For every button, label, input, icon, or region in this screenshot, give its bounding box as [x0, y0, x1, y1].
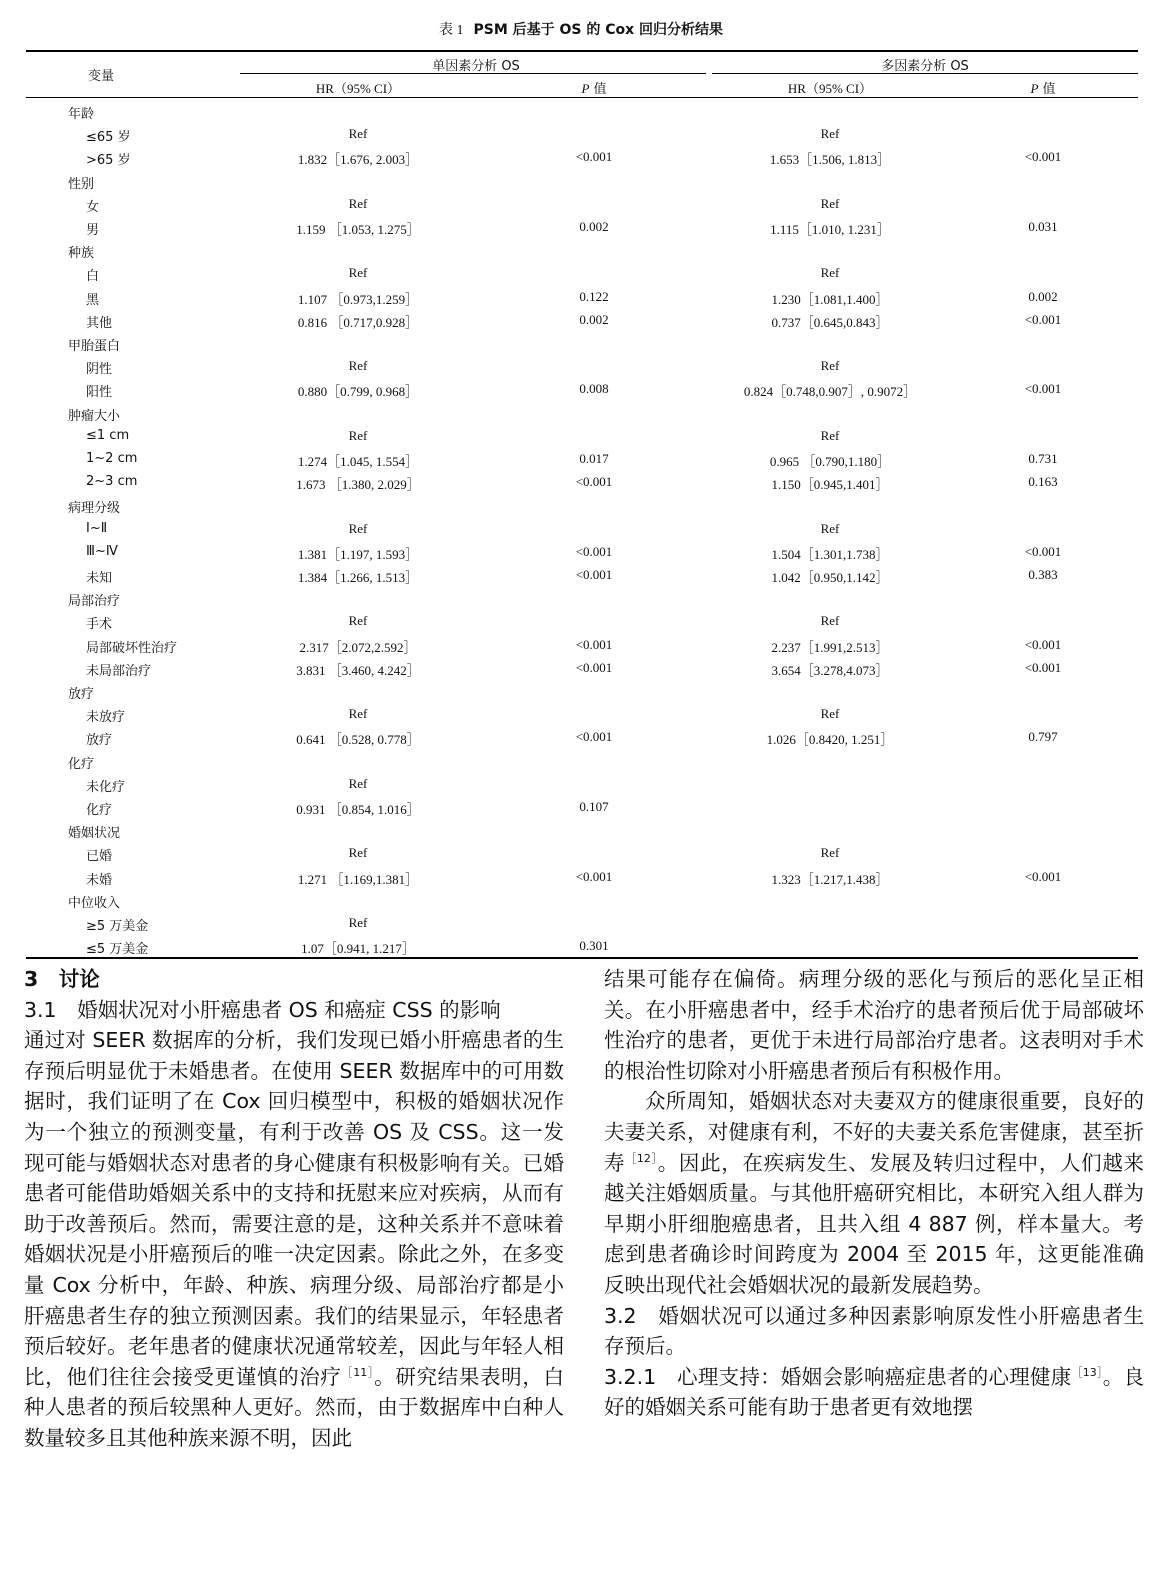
table-group-row [0, 889, 1162, 912]
row-label: 手术 [86, 617, 113, 633]
row-label: 阳性 [86, 385, 113, 401]
row-label: Ⅲ~Ⅳ [86, 543, 118, 559]
table-bottom-rule [26, 957, 1138, 959]
hr-header-multi: HR（95% CI） [787, 81, 873, 96]
p-multi-cell: 0.383 [1028, 567, 1058, 582]
table-row [0, 146, 1162, 169]
row-label: ≤1 cm [86, 427, 130, 443]
p-uni-cell: <0.001 [575, 149, 613, 165]
p-multi-cell: <0.001 [1024, 636, 1062, 652]
hr-uni-cell: 2.317［2.072,2.592］ [299, 639, 417, 655]
table-group-row [0, 819, 1162, 842]
row-label: 未知 [86, 571, 113, 586]
hr-multi-cell: 1.230［1.081,1.400］ [771, 291, 889, 307]
p-multi-cell: 0.731 [1028, 451, 1058, 466]
p-uni-cell: 0.002 [579, 219, 609, 234]
table-row [0, 123, 1162, 146]
paragraph-left: 通过对 SEER 数据库的分析，我们发现已婚小肝癌患者的生存预后明显优于未婚患者。在使用 SEER 数据库中的可用数据时，我们证明了在 Cox 回归模型中，积极的婚姻状况作为一个独立的预测变量，有利于改善 OS 及 CSS。这一发现可能与婚姻状态对患者的身心健康有积极影响有关。已婚患者可能借助婚姻关系中的支持和抚慰来应对疾病，从而有助于改善预后。然而，需要注意的是，这种关系并不意味着婚姻状况是小肝癌预后的唯一决定因素。除此之外，在多变量 Cox 分析中，年龄、种族、病理分级、局部治疗都是小肝癌患者生存的独立预测因素。我们的结果显示，年轻患者预后较好。老年患者的健康状况通常较差，因此与年轻人相比，他们往往会接受更谨慎的治疗$^{[11]}$。研究结果表明，白种人患者的预后较黑种人更好。然而，由于数据库中白种人数量较多且其他种族来源不明，因此 [24, 1028, 565, 1450]
univariate-header: 单因素分析 OS [432, 59, 520, 74]
table-group-row [0, 170, 1162, 193]
hr-uni-cell: 1.384［1.266, 1.513］ [297, 570, 419, 585]
group-label: 年龄 [68, 107, 95, 122]
table-row [0, 541, 1162, 564]
hr-uni-cell: Ref [348, 126, 368, 142]
table-row [0, 262, 1162, 285]
hr-multi-cell: Ref [820, 613, 840, 629]
row-label: 化疗 [86, 803, 113, 818]
table-row [0, 448, 1162, 471]
hr-multi-cell: 1.026［0.8420, 1.251］ [766, 732, 894, 748]
table-group-row [0, 332, 1162, 355]
left-column [24, 964, 564, 1454]
p-multi-cell: 0.797 [1028, 729, 1058, 745]
p-uni-cell: 0.017 [579, 451, 609, 466]
p-uni-cell: 0.008 [579, 381, 609, 397]
row-label: >65 岁 [86, 153, 131, 169]
header-rule [26, 97, 1138, 98]
p-multi-cell: <0.001 [1024, 311, 1062, 327]
hr-uni-cell: 1.159 ［1.053, 1.275］ [296, 222, 420, 237]
p-uni-cell: <0.001 [575, 729, 613, 745]
p-uni-cell: <0.001 [575, 567, 613, 582]
paragraph-right-1: 结果可能存在偏倚。病理分级的恶化与预后的恶化呈正相关。在小肝癌患者中，经手术治疗的患者预后优于局部破坏性治疗的患者，更优于未进行局部治疗患者。这表明对手术的根治性切除对小肝癌患者预后有积极作用。 [604, 967, 1144, 1083]
row-label: 未放疗 [86, 710, 126, 726]
row-label: 未局部治疗 [86, 663, 152, 679]
group-label: 化疗 [68, 756, 95, 772]
hr-multi-cell: 1.653［1.506, 1.813］ [769, 152, 891, 168]
table-group-row [0, 750, 1162, 773]
p-uni-cell: <0.001 [575, 659, 613, 675]
row-label: 其他 [86, 315, 113, 331]
table-row [0, 309, 1162, 332]
group-label: 病理分级 [68, 501, 121, 517]
row-label: 黑 [86, 292, 100, 308]
hr-uni-cell: Ref [348, 775, 368, 791]
row-label: ≥5 万美金 [86, 919, 149, 934]
table-row [0, 471, 1162, 494]
hr-uni-cell: Ref [348, 427, 368, 443]
hr-uni-cell: Ref [348, 706, 368, 722]
hr-uni-cell: 1.107 ［0.973,1.259］ [297, 291, 419, 307]
hr-multi-cell: 1.150［0.945,1.401］ [771, 477, 889, 493]
row-label: 2~3 cm [86, 474, 138, 490]
table-row [0, 193, 1162, 216]
group-label: 种族 [68, 246, 95, 262]
hr-uni-cell: 1.673 ［1.380, 2.029］ [296, 477, 420, 493]
table-row [0, 634, 1162, 657]
table-row [0, 355, 1162, 378]
hr-uni-cell: 0.880［0.799, 0.968］ [297, 384, 419, 400]
p-multi-cell: <0.001 [1024, 659, 1062, 675]
table-row [0, 842, 1162, 865]
hr-uni-cell: 0.816 ［0.717,0.928］ [297, 314, 419, 330]
hr-multi-cell: 1.042［0.950,1.142］ [771, 570, 889, 585]
paragraph-right-2: 众所周知，婚姻状态对夫妻双方的健康很重要，良好的夫妻关系，对健康有利，不好的夫妻关系危害健康，甚至折寿$^{[12]}$。因此，在疾病发生、发展及转归过程中，人们越来越关注婚姻质量。与其他肝癌研究相比，本研究入组人群为早期小肝细胞癌患者，且共入组 4 887 例，样本量大。考虑到患者确诊时间跨度为 2004 至 2015 年，这更能准确反映出现代社会婚姻状况的最新发展趋势。 [604, 1089, 1145, 1297]
multivariate-header: 多因素分析 OS [881, 59, 969, 74]
hr-multi-cell: Ref [820, 706, 840, 722]
hr-multi-cell: 0.965 ［0.790,1.180］ [769, 454, 891, 469]
p-uni-cell: 0.107 [579, 799, 609, 814]
p-multi-cell: 0.031 [1028, 219, 1058, 234]
table-group-row [0, 402, 1162, 425]
hr-multi-cell: Ref [820, 195, 840, 211]
table-row [0, 425, 1162, 448]
table-row [0, 726, 1162, 749]
hr-uni-cell: Ref [348, 613, 368, 629]
hr-multi-cell: 3.654［3.278,4.073］ [771, 662, 889, 678]
row-label: 未化疗 [86, 779, 126, 795]
citation-13: ［13］ [1071, 1365, 1103, 1379]
group-label: 性别 [68, 176, 95, 192]
citation-12: ［12］ [625, 1151, 658, 1165]
row-label: Ⅰ~Ⅱ [86, 520, 108, 536]
row-label: 放疗 [86, 733, 113, 749]
table-group-row [0, 100, 1162, 123]
subsection-heading-3-2-1: 3.2.1 心理支持：婚姻会影响癌症患者的心理健康$^{[13]}$。良好的婚姻关系可能有助于患者更有效地摆 [604, 1364, 1145, 1420]
row-label: 男 [86, 223, 100, 238]
table-row [0, 657, 1162, 680]
table-number: 表 1 [438, 23, 464, 38]
hr-uni-cell: Ref [348, 845, 368, 861]
table-title: PSM 后基于 OS 的 Cox 回归分析结果 [473, 22, 724, 38]
hr-uni-cell: 0.931 ［0.854, 1.016］ [296, 802, 420, 817]
table-row [0, 773, 1162, 796]
row-label: 白 [86, 269, 100, 285]
p-header-uni: P 值 [581, 81, 607, 97]
p-uni-cell: <0.001 [575, 868, 613, 884]
hr-uni-cell: Ref [348, 265, 368, 281]
hr-uni-cell: 0.641 ［0.528, 0.778］ [296, 732, 420, 748]
hr-uni-cell: 1.832［1.676, 2.003］ [297, 152, 419, 168]
hr-header-uni: HR（95% CI） [315, 81, 401, 96]
hr-multi-cell: Ref [820, 126, 840, 142]
table-row [0, 935, 1162, 958]
group-label: 局部治疗 [68, 594, 121, 610]
table-group-row [0, 680, 1162, 703]
p-uni-cell: <0.001 [575, 543, 613, 559]
p-uni-cell: 0.002 [579, 311, 609, 327]
p-multi-cell: <0.001 [1024, 543, 1062, 559]
hr-uni-cell: Ref [348, 358, 368, 374]
hr-uni-cell: Ref [348, 195, 368, 211]
row-label: 未婚 [86, 872, 113, 888]
hr-multi-cell: 1.323［1.217,1.438］ [771, 871, 889, 887]
table-group-row [0, 239, 1162, 262]
row-label: 阴性 [86, 362, 113, 378]
subsection-heading-3-1: 3.1 婚姻状况对小肝癌患者 OS 和癌症 CSS 的影响 [24, 997, 501, 1022]
hr-multi-cell: Ref [820, 520, 840, 536]
group-label: 中位收入 [68, 895, 121, 911]
table-row [0, 796, 1162, 819]
hr-uni-cell: 1.274［1.045, 1.554］ [297, 454, 419, 469]
p-uni-cell: <0.001 [575, 636, 613, 652]
hr-uni-cell: 1.381［1.197, 1.593］ [297, 546, 419, 562]
p-multi-cell: 0.163 [1028, 474, 1058, 490]
p-uni-cell: <0.001 [575, 474, 613, 490]
row-label: ≤65 岁 [86, 130, 131, 146]
hr-uni-cell: 3.831 ［3.460, 4.242］ [296, 662, 420, 678]
table-row [0, 518, 1162, 541]
hr-multi-cell: 1.115［1.010, 1.231］ [770, 222, 890, 237]
table-group-row [0, 587, 1162, 610]
right-column [604, 964, 1144, 1423]
table-row [0, 703, 1162, 726]
row-label: 局部破坏性治疗 [86, 640, 178, 656]
table-caption [0, 19, 1162, 39]
variable-header: 变量 [87, 69, 114, 84]
p-multi-cell: <0.001 [1024, 868, 1062, 884]
table-row [0, 378, 1162, 401]
p-uni-cell: 0.301 [579, 938, 609, 954]
p-uni-cell: 0.122 [579, 288, 609, 304]
table-row [0, 866, 1162, 889]
group-label: 甲胎蛋白 [68, 339, 121, 354]
p-multi-cell: <0.001 [1024, 149, 1062, 165]
group-label: 放疗 [68, 687, 95, 702]
p-multi-cell: <0.001 [1024, 381, 1062, 397]
subsection-heading-3-2: 3.2 婚姻状况可以通过多种因素影响原发性小肝癌患者生存预后。 [604, 1303, 1144, 1359]
table-row [0, 564, 1162, 587]
section-heading: 3 讨论 [24, 967, 100, 991]
row-label: ≤5 万美金 [86, 942, 149, 958]
hr-uni-cell: Ref [348, 915, 368, 930]
table-group-row [0, 494, 1162, 517]
table-row [0, 610, 1162, 633]
hr-uni-cell: Ref [348, 520, 368, 536]
row-label: 已婚 [86, 849, 113, 865]
table-row [0, 216, 1162, 239]
citation-11: ［11］ [341, 1365, 375, 1379]
hr-uni-cell: 1.07［0.941, 1.217］ [301, 941, 415, 957]
hr-multi-cell: Ref [820, 358, 840, 374]
hr-multi-cell: 1.504［1.301,1.738］ [771, 546, 889, 562]
hr-multi-cell: Ref [820, 265, 840, 281]
hr-multi-cell: 0.824［0.748,0.907］, 0.9072］ [743, 384, 917, 400]
p-multi-cell: 0.002 [1028, 288, 1058, 304]
p-header-multi: P 值 [1030, 81, 1056, 97]
hr-multi-cell: 0.737［0.645,0.843］ [771, 314, 889, 330]
row-label: 女 [86, 199, 100, 215]
table-top-rule [26, 50, 1138, 52]
group-label: 婚姻状况 [68, 826, 121, 842]
table-row [0, 286, 1162, 309]
hr-multi-cell: 2.237［1.991,2.513］ [771, 639, 889, 655]
group-label: 肿瘤大小 [68, 408, 121, 424]
hr-multi-cell: Ref [820, 845, 840, 861]
hr-uni-cell: 1.271 ［1.169,1.381］ [297, 871, 419, 887]
row-label: 1~2 cm [86, 451, 138, 466]
hr-multi-cell: Ref [820, 427, 840, 443]
table-row [0, 912, 1162, 935]
